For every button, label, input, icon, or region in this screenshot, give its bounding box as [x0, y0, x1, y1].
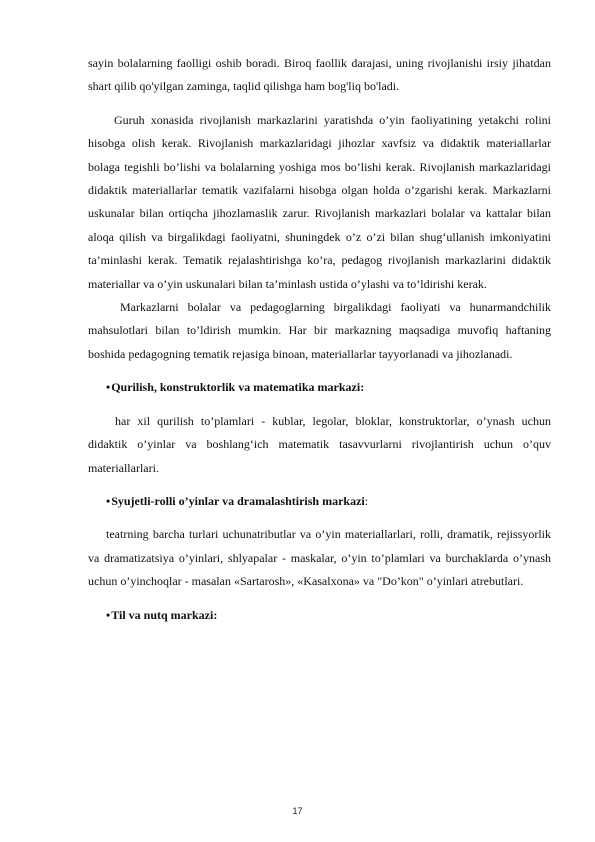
bullet-construction-math-center — [88, 376, 551, 399]
paragraph-construction-materials: har xil qurilish to’plamlari - kublar, legolar, bloklar, konstruktorlar, o’ynash uchun didaktik o’yinlar va boshlang‘ich matematik tasavvurlarni rivojlantirish uchun o’quv materiallarlari. — [88, 413, 551, 475]
bullet-icon: • — [106, 493, 111, 508]
bullet-heading-colon: : — [364, 493, 369, 508]
bullet-language-speech-center — [88, 604, 551, 627]
paragraph-development-centers: Guruh xonasida rivojlanish markazlarini yaratishda o’yin faoliyatining yetakchi rolini hisobga olish kerak. Rivojlanish markazlaridagi jihozlar xavfsiz va didaktik materiallarlar bolaga tegishli bo’lishi va bolalarning yoshiga mos bo’lishi kerak. Rivojlanish markazlaridagi didaktik materiallarlar tematik vazifalarni hisobga olgan holda o’zgarishi kerak. Markazlarni uskunalar bilan ortiqcha jihozlamaslik zarur. Rivojlanish markazlari bolalar va kattalar bilan aloqa qilish va birgalikdagi faoliyatni, shuningdek o’z o’zi bilan shug‘ullanish imkoniyatini ta’minlashi kerak. Tematik rejalashtirishga ko’ra, pedagog rivojlanish markazlarini didaktik materiallar va o’yin uskunalari bilan ta’minlash ustida o’ylashi va to’ldirishi kerak. — [88, 112, 551, 291]
paragraph-theatre-materials: teatrning barcha turlari uchunatributlar va o’yin materiallarlari, rolli, dramatik, rejissyorlik va dramatizatsiya o’yinlari, shlyapalar - maskalar, o’yin to’plamlari va burchaklarda o’ynash uchun o’yinchoqlar - masalan «Sartarosh», «Kasalxona» va "Do’kon" o’yinlari atrebutlari. — [88, 527, 551, 589]
page-number: 17 — [292, 806, 303, 816]
paragraph-intro-continuation: sayin bolalarning faolligi oshib boradi. Biroq faollik darajasi, uning rivojlanishi irsiy jihatdan shart qilib qo'yilgan zaminga, taqlid qilishga ham bog'liq bo'ladi. — [88, 56, 551, 94]
bullet-role-play-center — [88, 490, 551, 513]
bullet-heading: Qurilish, konstruktorlik va matematika markazi: — [111, 380, 365, 395]
bullet-icon: • — [106, 607, 111, 622]
bullet-heading: Til va nutq markazi: — [111, 607, 218, 622]
bullet-icon: • — [106, 380, 111, 395]
page-body — [88, 52, 551, 637]
bullet-heading: Syujetli-rolli o’yinlar va dramalashtirish markazi — [111, 493, 365, 508]
paragraph-filling-centers: Markazlarni bolalar va pedagoglarning birgalikdagi faoliyati va hunarmandchilik mahsulotlari bilan to’ldirish mumkin. Har bir markazning maqsadiga muvofiq haftaning boshida pedagogning tematik rejasiga binoan, materiallarlar tayyorlanadi va jihozlanadi. — [88, 300, 551, 361]
